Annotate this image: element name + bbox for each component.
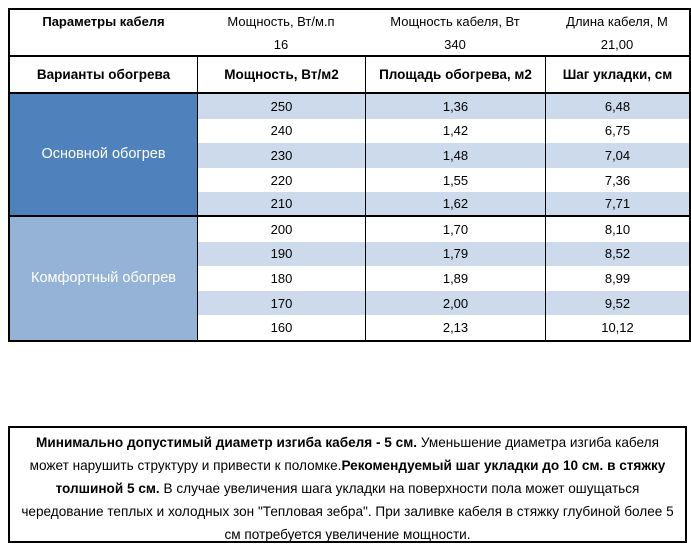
data-cell: 230 [197,143,365,168]
data-cell: 1,55 [365,168,545,193]
data-cell: 200 [197,217,365,242]
data-cell: 190 [197,242,365,267]
note-segment: Рекомендуемый шаг укладки до 10 см. в стяжку толшиной 5 см. [55,458,666,496]
param-title-cell: Параметры кабеля [42,14,165,29]
note-segment: Уменьшение диаметра изгиба кабеля может нарушить структуру и привести к поломке. [29,435,659,473]
data-cell: 2,00 [365,291,545,316]
param-value-cell: 21,00 [600,36,634,52]
data-cell: 8,10 [545,217,689,242]
data-cell: 1,42 [365,119,545,144]
group-label-main-heating: Основной обогрев [10,94,197,217]
param-value-cell [10,33,197,55]
data-cell: 8,99 [545,266,689,291]
data-cell: 6,75 [545,119,689,144]
column-header-cell: Мощность, Вт/м2 [197,55,365,94]
data-cell: 10,12 [545,315,689,340]
data-cell: 2,13 [365,315,545,340]
data-cell: 220 [197,168,365,193]
param-header-cell: Мощность кабеля, Вт [390,14,520,29]
data-cell: 9,52 [545,291,689,316]
param-value-cell: 340 [444,36,466,52]
column-header-cell: Варианты обогрева [10,55,197,94]
column-header-cell: Площадь обогрева, м2 [365,55,545,94]
data-cell: 250 [197,94,365,119]
data-cell: 180 [197,266,365,291]
data-cell: 1,62 [365,192,545,217]
data-cell: 8,52 [545,242,689,267]
note-segment: В случае увеличения шага укладки на поверхности пола может ошущаться чередование теплых и холодных зон "Тепловая зебра". При заливке кабеля в стяжку глубиной более 5 см потребуется увеличение мощности. [21,481,674,542]
data-cell: 160 [197,315,365,340]
data-cell: 7,71 [545,192,689,217]
note-segment: Минимально допустимый диаметр изгиба кабеля - 5 см. [36,435,418,450]
data-cell: 210 [197,192,365,217]
param-header-cell: Длина кабеля, М [566,14,668,29]
data-cell: 7,36 [545,168,689,193]
note-box [8,426,687,543]
data-cell: 1,48 [365,143,545,168]
data-cell: 1,89 [365,266,545,291]
data-cell: 7,04 [545,143,689,168]
group-label-comfort-heating: Комфортный обогрев [10,217,197,340]
cable-spec-table [8,8,691,342]
data-cell: 170 [197,291,365,316]
data-cell: 6,48 [545,94,689,119]
data-cell: 240 [197,119,365,144]
param-value-cell: 16 [273,36,289,52]
data-cell: 1,36 [365,94,545,119]
data-cell: 1,70 [365,217,545,242]
column-header-cell: Шаг укладки, см [545,55,689,94]
param-header-cell: Мощность, Вт/м.п [227,14,335,29]
data-cell: 1,79 [365,242,545,267]
